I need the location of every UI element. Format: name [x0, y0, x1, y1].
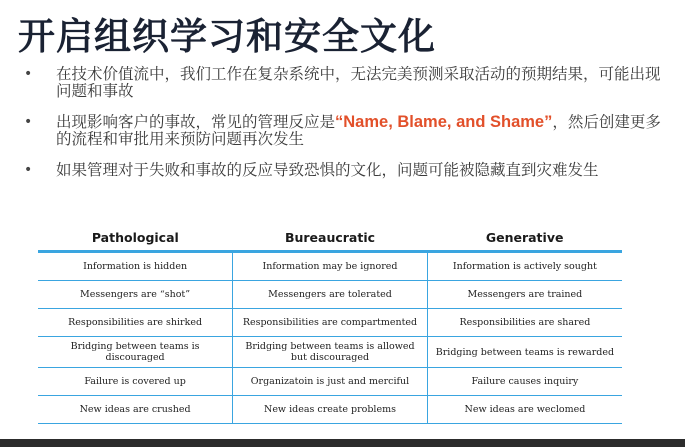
culture-table	[38, 224, 622, 424]
bullet-text-pre: 出现影响客户的事故，常见的管理反应是	[56, 113, 336, 131]
bullet-text-post: ，然后创建更多的流程和审批用来预防问题再次发生	[56, 113, 661, 148]
bullet-text: 如果管理对于失败和事故的反应导致恐惧的文化，问题可能被隐藏直到灾难发生	[56, 161, 599, 179]
table-cell: Messengers are “shot”	[38, 281, 233, 309]
table-row	[38, 252, 622, 281]
table-cell: Messengers are trained	[427, 281, 622, 309]
table-row	[38, 396, 622, 424]
table-cell: Responsibilities are shared	[427, 309, 622, 337]
culture-table-grid	[38, 224, 622, 424]
table-cell: Messengers are tolerated	[233, 281, 428, 309]
table-row	[38, 368, 622, 396]
bullet-list	[22, 66, 662, 193]
table-row	[38, 309, 622, 337]
table-cell: Organizatoin is just and merciful	[233, 368, 428, 396]
bullet-item	[22, 66, 662, 100]
header-generative: Generative	[427, 224, 622, 252]
table-cell: New ideas create problems	[233, 396, 428, 424]
table-cell: Information may be ignored	[233, 252, 428, 281]
table-cell: New ideas are crushed	[38, 396, 233, 424]
header-pathological: Pathological	[38, 224, 233, 252]
highlight-phrase: “Name, Blame, and Shame”	[335, 113, 553, 131]
table-cell: Bridging between teams is discouraged	[38, 337, 233, 368]
table-cell: Bridging between teams is rewarded	[427, 337, 622, 368]
table-cell: New ideas are weclomed	[427, 396, 622, 424]
slide-title: 开启组织学习和安全文化	[18, 15, 436, 58]
bottom-bar	[0, 439, 685, 447]
table-row	[38, 337, 622, 368]
header-bureaucratic: Bureaucratic	[233, 224, 428, 252]
bullet-item	[22, 162, 662, 179]
table-cell: Bridging between teams is allowed but discouraged	[233, 337, 428, 368]
bullet-dot-icon: •	[24, 114, 33, 130]
table-cell: Failure is covered up	[38, 368, 233, 396]
table-cell: Failure causes inquiry	[427, 368, 622, 396]
table-cell: Information is actively sought	[427, 252, 622, 281]
bullet-text: 在技术价值流中，我们工作在复杂系统中，无法完美预测采取活动的预期结果，可能出现问题和事故	[56, 65, 661, 100]
bullet-item	[22, 114, 662, 148]
bullet-dot-icon: •	[24, 162, 33, 178]
table-cell: Responsibilities are shirked	[38, 309, 233, 337]
table-cell: Responsibilities are compartmented	[233, 309, 428, 337]
table-header-row	[38, 224, 622, 252]
table-row	[38, 281, 622, 309]
bullet-dot-icon: •	[24, 66, 33, 82]
table-cell: Information is hidden	[38, 252, 233, 281]
